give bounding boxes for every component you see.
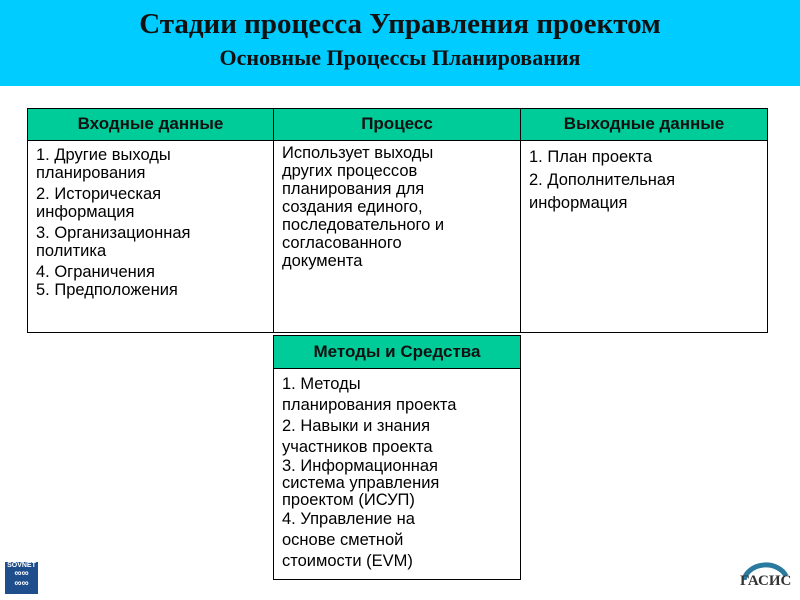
text-line: информация: [529, 194, 628, 212]
methods-cell: [273, 368, 521, 580]
text-line: Использует выходы: [282, 144, 434, 162]
header-process: Процесс: [273, 108, 521, 141]
gasis-logo-text: ГАСИС: [740, 573, 792, 589]
text-line: планирования: [36, 164, 146, 182]
outputs-cell: [520, 140, 768, 333]
text-line: 5. Предположения: [36, 281, 178, 299]
text-line: создания единого,: [282, 198, 423, 216]
text-line: 2. Историческая: [36, 185, 162, 203]
text-line: стоимости (EVM): [282, 552, 413, 570]
text-line: политика: [36, 242, 107, 260]
header-outputs: Выходные данные: [520, 108, 768, 141]
title-banner: [0, 0, 800, 86]
text-line: документа: [282, 252, 363, 270]
text-line: 2. Дополнительная: [529, 171, 676, 189]
sovnet-logo: SOVNET ∞∞ ∞∞: [5, 562, 38, 594]
text-line: основе сметной: [282, 531, 404, 549]
text-line: согласованного: [282, 234, 402, 252]
text-line: 4. Управление на: [282, 510, 415, 528]
header-methods: Методы и Средства: [273, 335, 521, 369]
header-inputs: Входные данные: [27, 108, 274, 141]
text-line: 1. Другие выходы: [36, 146, 171, 164]
text-line: последовательного и: [282, 216, 445, 234]
page-title: Стадии процесса Управления проектом: [139, 8, 661, 40]
inputs-cell: [27, 140, 274, 333]
text-line: участников проекта: [282, 438, 433, 456]
text-line: 2. Навыки и знания: [282, 417, 431, 435]
text-line: 1. План проекта: [529, 148, 653, 166]
text-line: система управления: [282, 474, 440, 492]
sovnet-logo-text: SOVNET: [7, 562, 36, 569]
gasis-logo: [738, 560, 790, 594]
page-subtitle: Основные Процессы Планирования: [219, 45, 581, 70]
text-line: проектом (ИСУП): [282, 491, 415, 509]
text-line: 3. Информационная: [282, 457, 438, 475]
text-line: 3. Организационная: [36, 224, 191, 242]
text-line: планирования для: [282, 180, 425, 198]
text-line: 4. Ограничения: [36, 263, 155, 281]
text-line: других процессов: [282, 162, 418, 180]
text-line: информация: [36, 203, 135, 221]
process-cell: [273, 140, 521, 333]
text-line: 1. Методы: [282, 375, 361, 393]
text-line: планирования проекта: [282, 396, 457, 414]
